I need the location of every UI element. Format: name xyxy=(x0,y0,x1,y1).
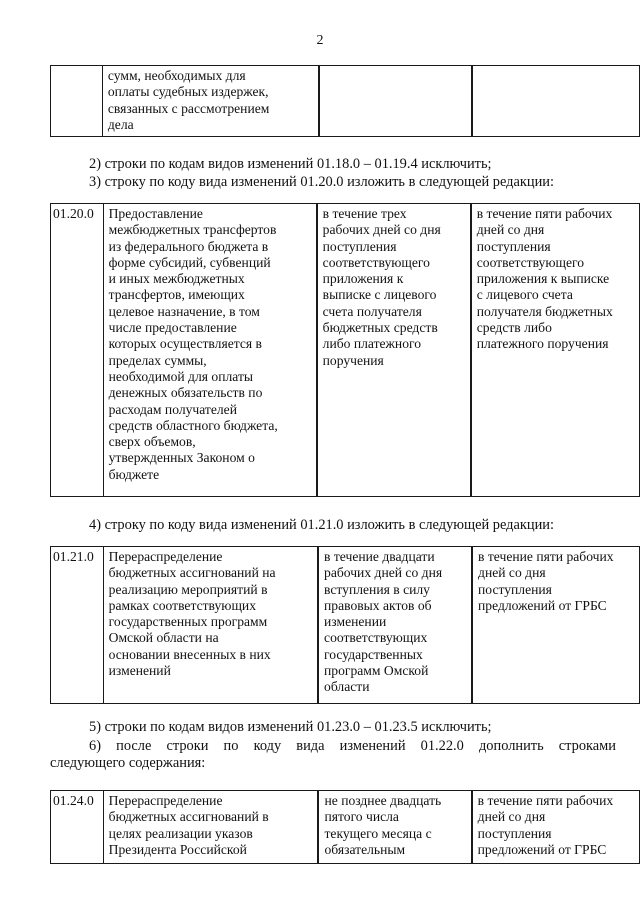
table-row xyxy=(51,791,640,864)
table-continuation xyxy=(50,65,640,137)
description-cell: сумм, необходимых для оплаты судебных издержек, связанных с рассмотрением дела xyxy=(102,66,319,137)
item-3-text: 3) строку по коду вида изменений 01.20.0 изложить в следующей редакции: xyxy=(89,174,554,190)
term2-cell: в течение пяти рабочих дней со дня поступления соответствующего приложения к выписке с лицевого счета получателя бюджетных средств либо платежного поручения xyxy=(471,204,640,497)
code-cell: 01.21.0 xyxy=(51,547,104,704)
code-cell: 01.20.0 xyxy=(51,204,104,497)
term2-cell: в течение пяти рабочих дней со дня поступления предложений от ГРБС xyxy=(472,547,639,704)
table-row xyxy=(51,547,640,704)
item-6-line-2: следующего содержания: xyxy=(50,755,206,771)
term1-cell: в течение двадцати рабочих дней со дня вступления в силу правовых актов об изменении соответствующих государственных программ Омской области xyxy=(318,547,472,704)
table-row xyxy=(51,204,640,497)
table-01-21-0 xyxy=(50,546,640,704)
code-cell xyxy=(51,66,103,137)
item-5-text: 5) строки по кодам видов изменений 01.23.0 – 01.23.5 исключить; xyxy=(89,719,492,735)
description-cell: Перераспределение бюджетных ассигнований в целях реализации указов Президента Российской xyxy=(103,791,318,864)
item-6-paragraph xyxy=(50,738,616,772)
page-number: 2 xyxy=(316,33,324,48)
description-cell: Перераспределение бюджетных ассигнований на реализацию мероприятий в рамках соответствующих государственных программ Омской области на основании внесенных в них изменений xyxy=(103,547,318,704)
item-6-line-1: 6) после строки по коду вида изменений 01.22.0 дополнить строками xyxy=(89,738,616,754)
table-01-24-0 xyxy=(50,790,640,864)
term1-cell: в течение трех рабочих дней со дня поступления соответствующего приложения к выписке с лицевого счета получателя бюджетных средств либо платежного поручения xyxy=(317,204,471,497)
term1-cell: не позднее двадцать пятого числа текущего месяца с обязательным xyxy=(318,791,471,864)
item-4-text: 4) строку по коду вида изменений 01.21.0 изложить в следующей редакции: xyxy=(89,517,554,533)
table-row xyxy=(51,66,640,137)
item-2-text: 2) строки по кодам видов изменений 01.18.0 – 01.19.4 исключить; xyxy=(89,156,492,172)
table-01-20-0 xyxy=(50,203,640,497)
description-cell: Предоставление межбюджетных трансфертов из федерального бюджета в форме субсидий, субвенций и иных межбюджетных трансфертов, имеющих целевое назначение, в том числе предоставление которых осуществляется в пределах суммы, необходимой для оплаты денежных обязательств по расходам получателей средств областного бюджета, сверх объемов, утвержденных Законом о бюджете xyxy=(103,204,317,497)
term2-cell xyxy=(472,66,640,137)
term2-cell: в течение пяти рабочих дней со дня поступления предложений от ГРБС xyxy=(472,791,640,864)
code-cell: 01.24.0 xyxy=(51,791,104,864)
term1-cell xyxy=(319,66,472,137)
